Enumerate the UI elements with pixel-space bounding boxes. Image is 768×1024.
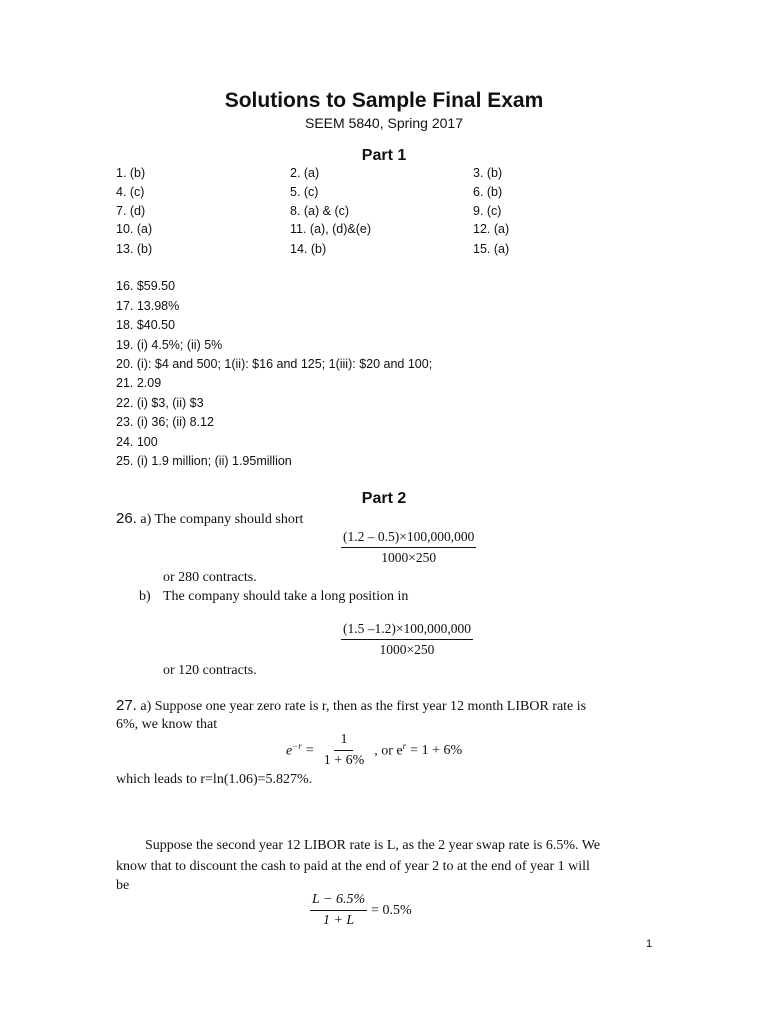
answer-result: or 120 contracts.: [163, 663, 257, 678]
answer-result: or 280 contracts.: [163, 570, 257, 585]
fraction-denominator: 1000×250: [379, 642, 435, 657]
short-answer: 18. $40.50: [116, 318, 176, 332]
short-answer: 24. 100: [116, 435, 158, 449]
equation-term: , or e: [374, 743, 403, 759]
fraction-short-contracts: [341, 529, 476, 566]
mc-answer: 3. (b): [473, 166, 503, 180]
question-text: which leads to r=ln(1.06)=5.827%.: [116, 772, 313, 787]
short-answer: 21. 2.09: [116, 376, 162, 390]
question-text: Suppose the second year 12 LIBOR rate is L, as the 2 year swap rate is 6.5%. We: [145, 838, 601, 853]
fraction-numerator: 1: [334, 732, 353, 751]
page-number: 1: [646, 938, 653, 950]
fraction-denominator: 1 + 6%: [323, 753, 365, 768]
question-text: 6%, we know that: [116, 717, 218, 732]
fraction-numerator: (1.2 – 0.5)×100,000,000: [341, 529, 476, 548]
equation-term: =: [305, 742, 314, 758]
short-answer: 23. (i) 36; (ii) 8.12: [116, 415, 214, 429]
sub-part-label: b): [139, 589, 151, 604]
short-answer: 19. (i) 4.5%; (ii) 5%: [116, 338, 223, 352]
mc-answer: 2. (a): [290, 166, 320, 180]
question-27-line: [116, 697, 586, 715]
equation-term: = 0.5%: [371, 902, 412, 918]
page-title: Solutions to Sample Final Exam: [224, 89, 544, 112]
mc-answer: 4. (c): [116, 185, 145, 199]
short-answer: 17. 13.98%: [116, 299, 180, 313]
mc-answer: 1. (b): [116, 166, 146, 180]
equation-superscript: −r: [292, 741, 302, 752]
short-answer: 25. (i) 1.9 million; (ii) 1.95million: [116, 454, 292, 468]
mc-answer: 6. (b): [473, 185, 503, 199]
fraction-denominator: 1000×250: [381, 550, 437, 565]
question-text: a) The company should short: [140, 512, 304, 527]
fraction-long-contracts: [341, 621, 473, 658]
mc-answer: 7. (d): [116, 204, 146, 218]
question-text: a) Suppose one year zero rate is r, then as the first year 12 month LIBOR rate is: [140, 699, 587, 714]
mc-answer: 5. (c): [290, 185, 319, 199]
short-answer: 22. (i) $3, (ii) $3: [116, 396, 204, 410]
fraction-numerator: L − 6.5%: [310, 892, 367, 911]
part2-heading: Part 2: [361, 490, 407, 507]
fraction-denominator: 1 + L: [322, 913, 355, 928]
question-26-line: [116, 510, 303, 528]
question-text: be: [116, 878, 130, 893]
question-number: 27.: [116, 697, 137, 714]
mc-answer: 9. (c): [473, 204, 502, 218]
equation-libor: [310, 892, 412, 929]
mc-answer: 15. (a): [473, 242, 510, 256]
mc-answer: 10. (a): [116, 222, 153, 236]
question-text: know that to discount the cash to paid at the end of year 2 to at the end of year 1 will: [116, 859, 590, 874]
question-text: The company should take a long position in: [163, 589, 409, 604]
equation-superscript: r: [402, 741, 407, 752]
fraction-numerator: (1.5 –1.2)×100,000,000: [341, 621, 473, 640]
short-answer: 16. $59.50: [116, 279, 176, 293]
equation-zero-rate: [286, 732, 462, 769]
page-subtitle: SEEM 5840, Spring 2017: [305, 115, 463, 131]
equation-term: e: [286, 743, 293, 759]
mc-answer: 13. (b): [116, 242, 153, 256]
question-number: 26.: [116, 510, 137, 527]
mc-answer: 8. (a) & (c): [290, 204, 350, 218]
mc-answer: 11. (a), (d)&(e): [290, 222, 372, 236]
part1-heading: Part 1: [361, 147, 407, 164]
equation-term: = 1 + 6%: [410, 742, 463, 758]
mc-answer: 14. (b): [290, 242, 327, 256]
short-answer: 20. (i): $4 and 500; 1(ii): $16 and 125; 1(iii): $20 and 100;: [116, 357, 433, 371]
mc-answer: 12. (a): [473, 222, 510, 236]
